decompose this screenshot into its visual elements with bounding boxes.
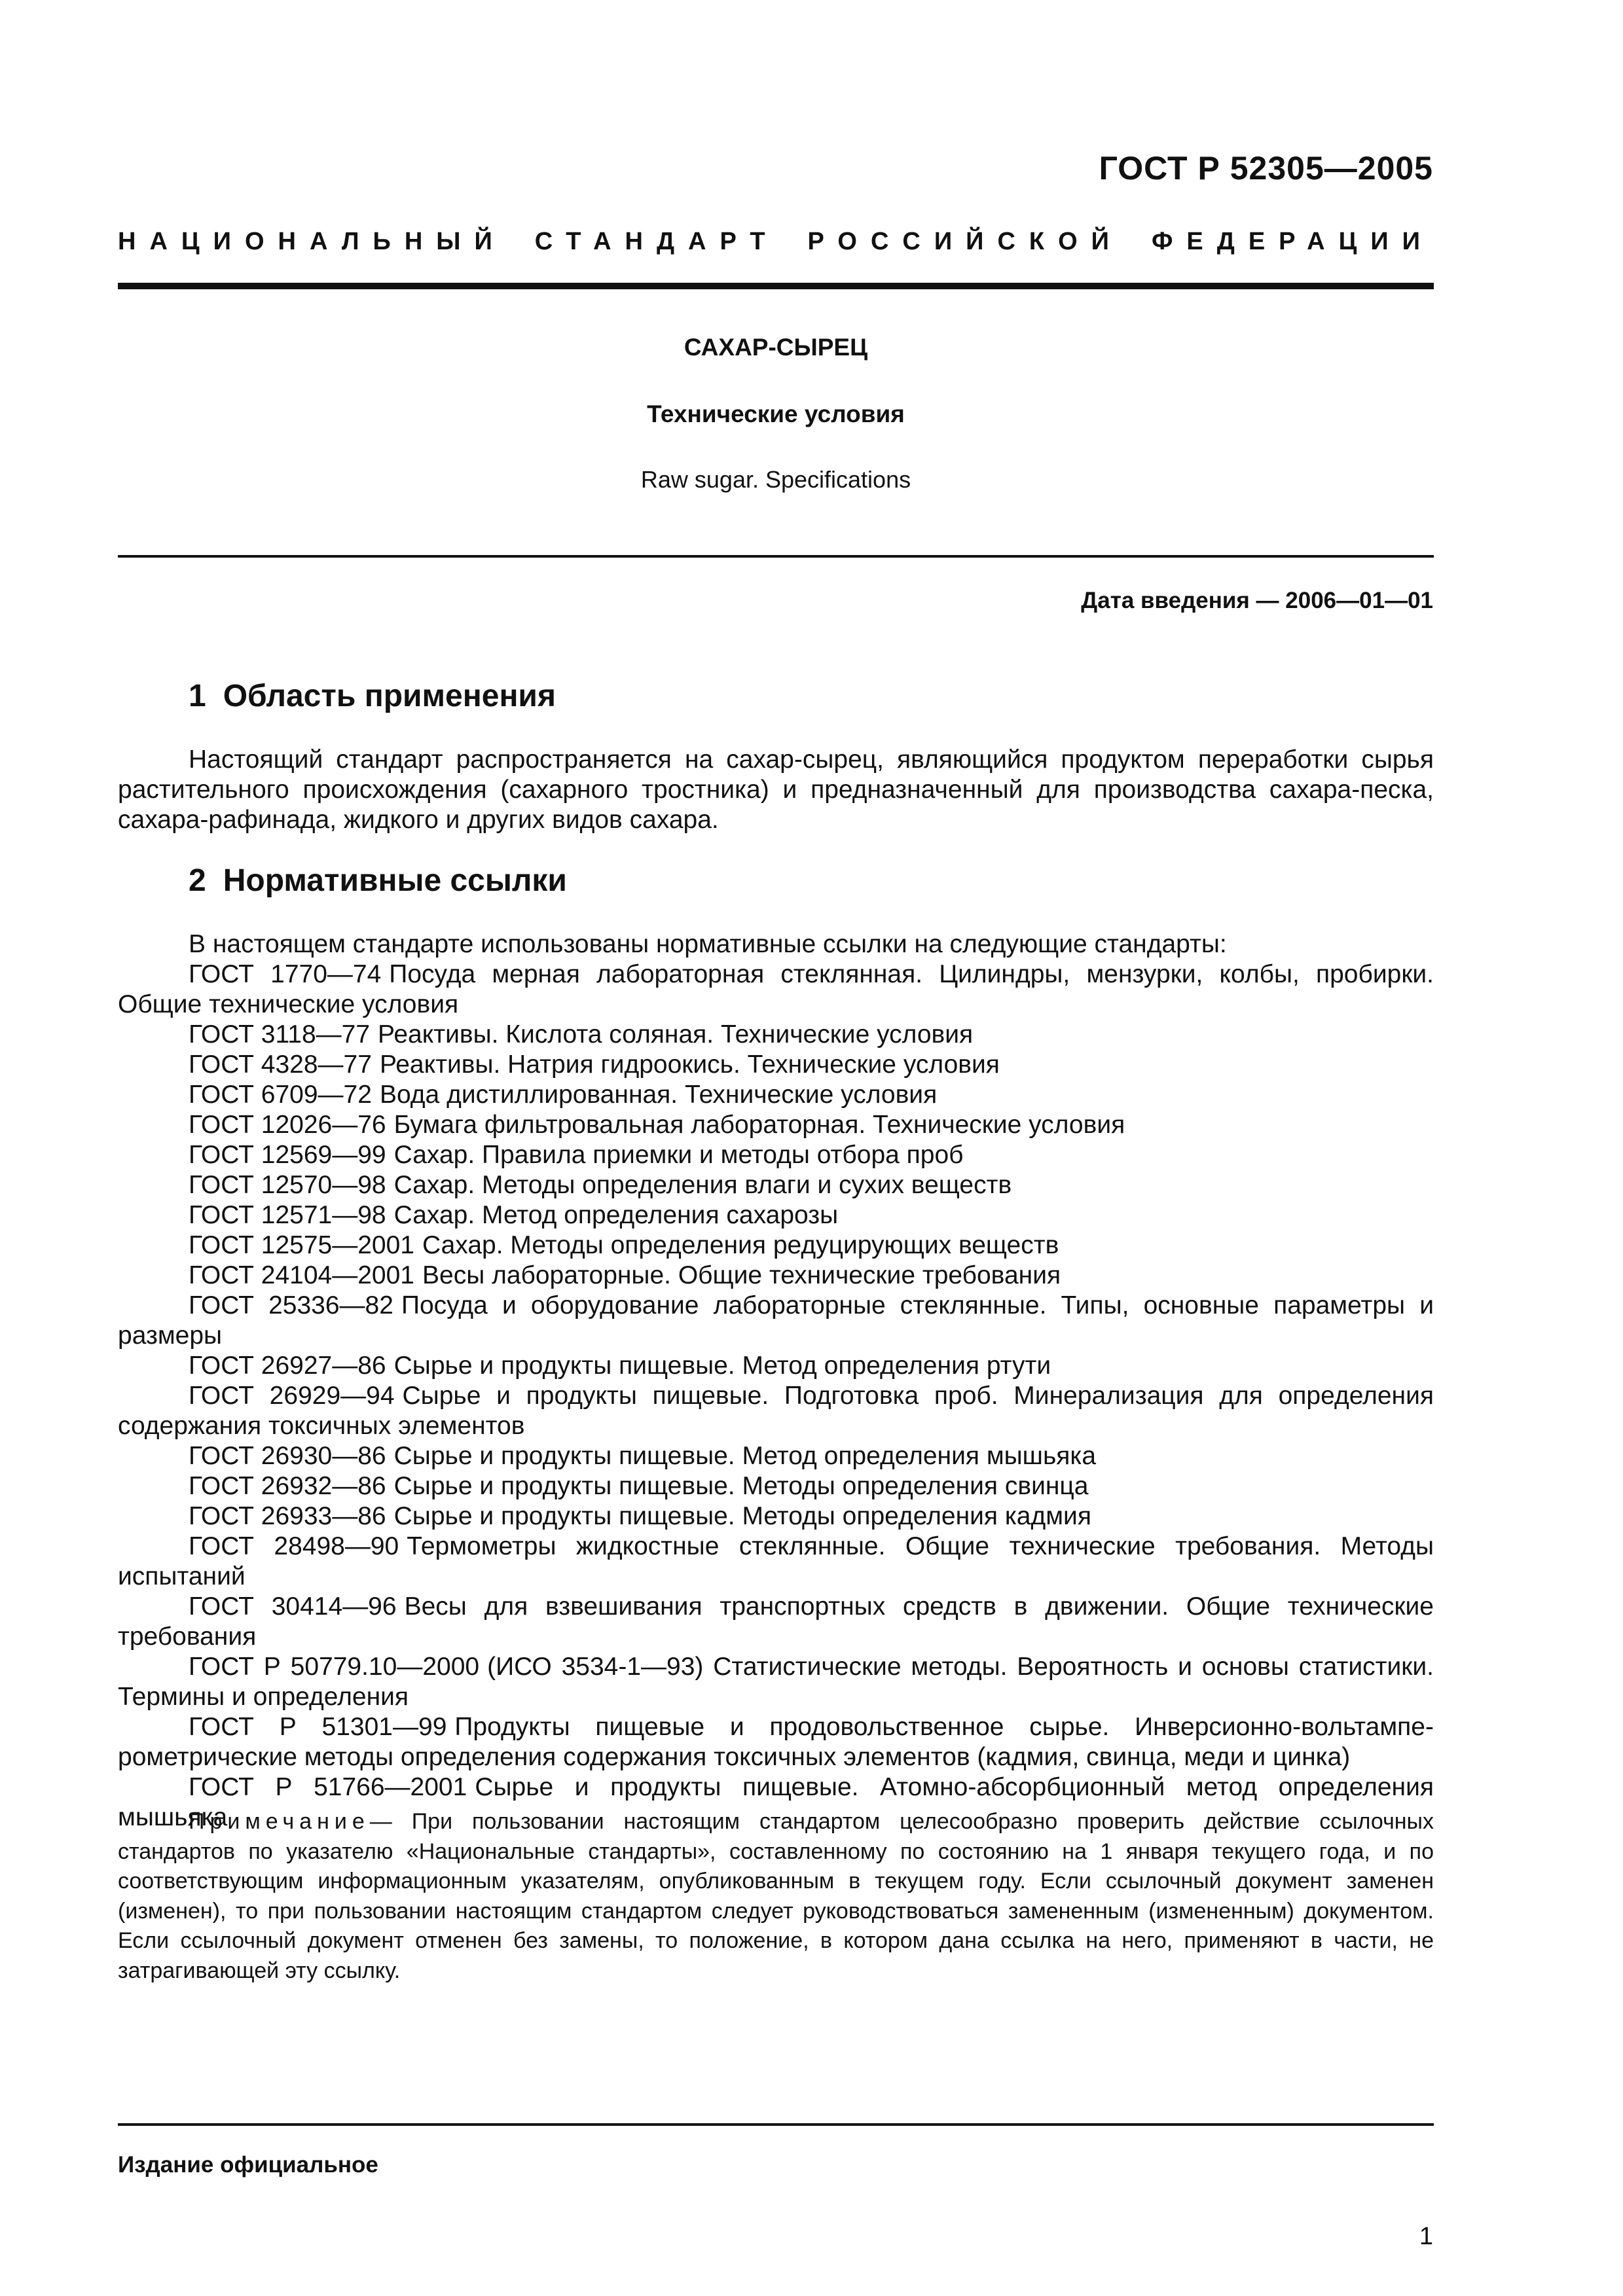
reference-title: Посуда мерная лабораторная стеклянная. Цилиндры, мензурки, колбы, пробирки. Общие технические условия [118,960,1434,1018]
reference-code: ГОСТ 26930—86 [189,1442,386,1470]
reference-title: Сахар. Правила приемки и методы отбора проб [393,1141,964,1169]
reference-code: ГОСТ 26927—86 [189,1352,386,1380]
reference-code: ГОСТ 25336—82 [189,1291,393,1319]
header-divider [118,283,1434,289]
reference-item [118,1170,1434,1200]
references-intro: В настоящем стандарте использованы нормативные ссылки на следующие стандарты: [189,930,1227,958]
reference-item [118,1230,1434,1261]
reference-code: ГОСТ 12571—98 [189,1201,386,1229]
reference-item [118,1261,1434,1291]
reference-item [118,1381,1434,1441]
reference-code: ГОСТ 26929—94 [189,1382,395,1410]
reference-title: Термометры жидкостные стеклянные. Общие технические требования. Методы испытаний [118,1532,1434,1590]
section-title: Область применения [223,679,556,713]
reference-title: Реактивы. Кислота соляная. Технические условия [378,1020,974,1049]
reference-title: Сахар. Методы определения влаги и сухих веществ [393,1171,1012,1199]
reference-code: ГОСТ 12575—2001 [189,1231,415,1259]
reference-item [118,1291,1434,1351]
section-title: Нормативные ссылки [223,863,567,898]
reference-title: Вода дистиллированная. Технические условия [379,1081,938,1109]
document-title: САХАР-СЫРЕЦ [684,334,868,361]
reference-code: ГОСТ 28498—90 [189,1532,399,1560]
reference-code: ГОСТ 12569—99 [189,1141,386,1169]
reference-item [118,1140,1434,1170]
reference-code: ГОСТ 6709—72 [189,1081,372,1109]
reference-code: ГОСТ Р 51301—99 [189,1713,447,1741]
reference-title: Сырье и продукты пищевые. Атомно-абсорбционный метод определения мышьяка [118,1773,1434,1831]
reference-code: ГОСТ 24104—2001 [189,1261,415,1289]
footer-divider [118,2123,1434,2126]
reference-title: Сырье и продукты пищевые. Методы определения свинца [393,1472,1089,1500]
reference-code: ГОСТ 12570—98 [189,1171,386,1199]
reference-item [118,1652,1434,1712]
section-number: 2 [189,863,206,898]
reference-title: Сырье и продукты пищевые. Метод определения мышьяка [393,1442,1097,1470]
national-standard-header: НАЦИОНАЛЬНЫЙ СТАНДАРТ РОССИЙСКОЙ ФЕДЕРАЦИИ [118,228,1434,255]
reference-item [118,1080,1434,1110]
note-label: Примечание [189,1809,370,1834]
references-block [118,929,1434,1833]
reference-title: Сахар. Методы определения редуцирующих веществ [422,1231,1059,1259]
reference-title: Весы лабораторные. Общие технические требования [422,1261,1061,1289]
reference-title: Бумага фильтровальная лабораторная. Технические условия [393,1111,1125,1139]
reference-title: Весы для взвешивания транспортных средств в движении. Общие технические требования [118,1592,1434,1651]
reference-code: ГОСТ 26933—86 [189,1502,386,1530]
section-1-text: Настоящий стандарт распространяется на сахар-сырец, являющийся продуктом переработки сырья растительного происхождения (сахарного тростника) и предназначенный для производства сахара-песка, сахара-рафинада, жидкого и других видов сахара. [118,745,1434,834]
reference-title: Сырье и продукты пищевые. Метод определения ртути [393,1352,1051,1380]
reference-item [118,1532,1434,1592]
reference-title: Реактивы. Натрия гидроокись. Технические условия [379,1050,1000,1079]
references-note [118,1807,1434,1986]
document-subtitle: Технические условия [647,401,905,427]
references-list [118,960,1434,1833]
reference-code: ГОСТ 30414—96 [189,1592,397,1621]
reference-item [118,1110,1434,1140]
section-1-heading [189,678,556,714]
reference-item [118,1200,1434,1230]
reference-item [118,1441,1434,1471]
reference-code: ГОСТ Р 51766—2001 [189,1773,467,1801]
reference-title: Сахар. Метод определения сахарозы [393,1201,839,1229]
reference-title: Продукты пищевые и продовольственное сырье. Инверсионно-вольтамперометрические методы определения содержания токсичных элементов (кадмия, свинца, меди и цинка) [118,1713,1434,1771]
reference-code: ГОСТ 26932—86 [189,1472,386,1500]
note-text: — При пользовании настоящим стандартом целесообразно проверить действие ссылочных стандартов по указателю «Национальные стандарты», составленному по состоянию на 1 января текущего года, и по соответствующим информационным указателям, опубликованным в текущем году. Если ссылочный документ заменен (изменен), то при пользовании настоящим стандартом следует руководствоваться замененным (измененным) документом. Если ссылочный документ отменен без замены, то положение, в котором дана ссылка на него, применяют в части, не затрагивающей эту ссылку. [118,1809,1434,1983]
introduction-date: Дата введения — 2006—01—01 [1081,588,1433,613]
page-number: 1 [1419,2223,1433,2250]
gost-number: ГОСТ Р 52305—2005 [1099,150,1433,187]
title-divider [118,555,1434,558]
section-2-heading [189,863,567,899]
reference-item [118,960,1434,1020]
official-edition: Издание официальное [118,2152,378,2178]
reference-code: ГОСТ 12026—76 [189,1111,386,1139]
reference-item [118,1050,1434,1080]
section-number: 1 [189,679,206,713]
reference-title: Посуда и оборудование лабораторные стеклянные. Типы, основные параметры и размеры [118,1291,1434,1350]
reference-title: Сырье и продукты пищевые. Подготовка проб. Минерализация для определения содержания токсичных элементов [118,1382,1434,1440]
reference-item [118,1712,1434,1772]
reference-item [118,1501,1434,1532]
reference-code: ГОСТ Р 50779.10—2000 [189,1653,480,1681]
document-english-title: Raw sugar. Specifications [640,466,911,493]
reference-code: ГОСТ 4328—77 [189,1050,372,1079]
reference-item [118,1351,1434,1381]
reference-code: ГОСТ 1770—74 [189,960,382,988]
reference-item [118,1020,1434,1050]
reference-title: Сырье и продукты пищевые. Методы определения кадмия [393,1502,1091,1530]
reference-item [118,1592,1434,1652]
reference-title: (ИСО 3534-1—93) Статистические методы. Вероятность и основы статистики. Термины и определения [118,1653,1434,1711]
reference-item [118,1471,1434,1501]
reference-code: ГОСТ 3118—77 [189,1020,371,1049]
